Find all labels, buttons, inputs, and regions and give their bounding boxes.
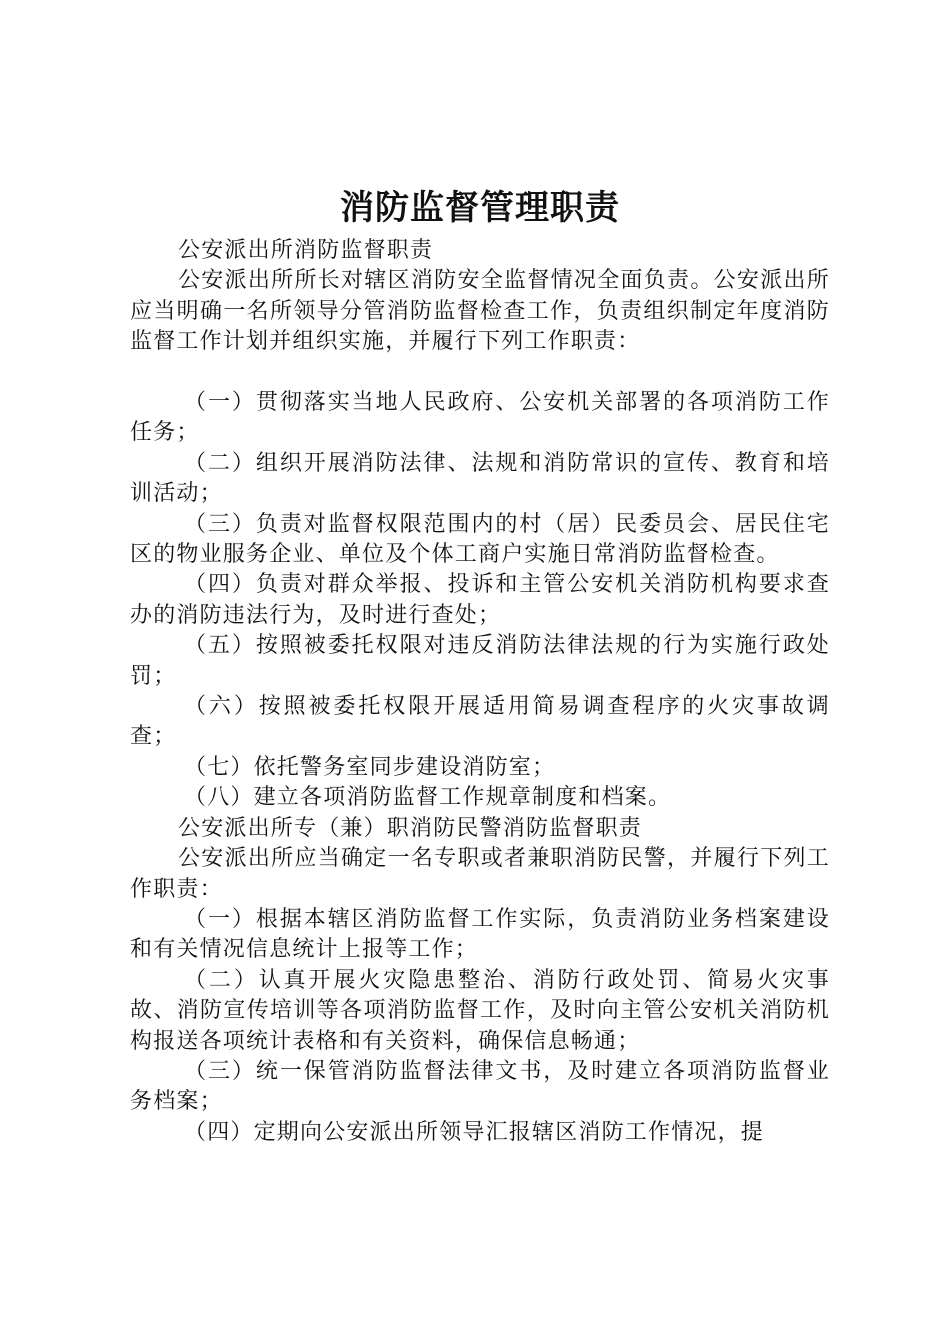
paragraph-officer-intro: 公安派出所应当确定一名专职或者兼职消防民警，并履行下列工作职责： — [130, 846, 830, 902]
list-item-officer-1: （一）根据本辖区消防监督工作实际，负责消防业务档案建设和有关情况信息统计上报等工作； — [130, 906, 830, 963]
section-heading-officer: 公安派出所专（兼）职消防民警消防监督职责 — [178, 815, 643, 841]
list-item-officer-4: （四）定期向公安派出所领导汇报辖区消防工作情况，提 — [184, 1119, 765, 1145]
document-title: 消防监督管理职责 — [340, 188, 620, 228]
list-item-station-6: （六）按照被委托权限开展适用简易调查程序的火灾事故调查； — [130, 694, 830, 750]
section-heading-station: 公安派出所消防监督职责 — [178, 238, 434, 263]
blank-line — [130, 358, 830, 388]
list-item-station-7: （七）依托警务室同步建设消防室； — [184, 754, 556, 780]
document-page — [130, 180, 830, 1148]
paragraph-station-intro: 公安派出所所长对辖区消防安全监督情况全面负责。公安派出所应当明确一名所领导分管消防监督检查工作，负责组织制定年度消防监督工作计划并组织实施，并履行下列工作职责： — [130, 268, 830, 355]
list-item-station-4: （四）负责对群众举报、投诉和主管公安机关消防机构要求查办的消防违法行为，及时进行查处； — [130, 572, 830, 628]
list-item-station-3: （三）负责对监督权限范围内的村（居）民委员会、居民住宅区的物业服务企业、单位及个体工商户实施日常消防监督检查。 — [130, 511, 830, 568]
list-item-officer-2: （二）认真开展火灾隐患整治、消防行政处罚、简易火灾事故、消防宣传培训等各项消防监督工作，及时向主管公安机关消防机构报送各项统计表格和有关资料，确保信息畅通； — [130, 967, 830, 1054]
document-body — [130, 236, 830, 1148]
list-item-station-8: （八）建立各项消防监督工作规章制度和档案。 — [184, 785, 672, 811]
list-item-station-5: （五）按照被委托权限对违反消防法律法规的行为实施行政处罚； — [130, 633, 830, 689]
list-item-station-2: （二）组织开展消防法律、法规和消防常识的宣传、教育和培训活动； — [130, 450, 830, 507]
list-item-officer-3: （三）统一保管消防监督法律文书，及时建立各项消防监督业务档案； — [130, 1058, 830, 1115]
list-item-station-1: （一）贯彻落实当地人民政府、公安机关部署的各项消防工作任务； — [130, 390, 830, 446]
